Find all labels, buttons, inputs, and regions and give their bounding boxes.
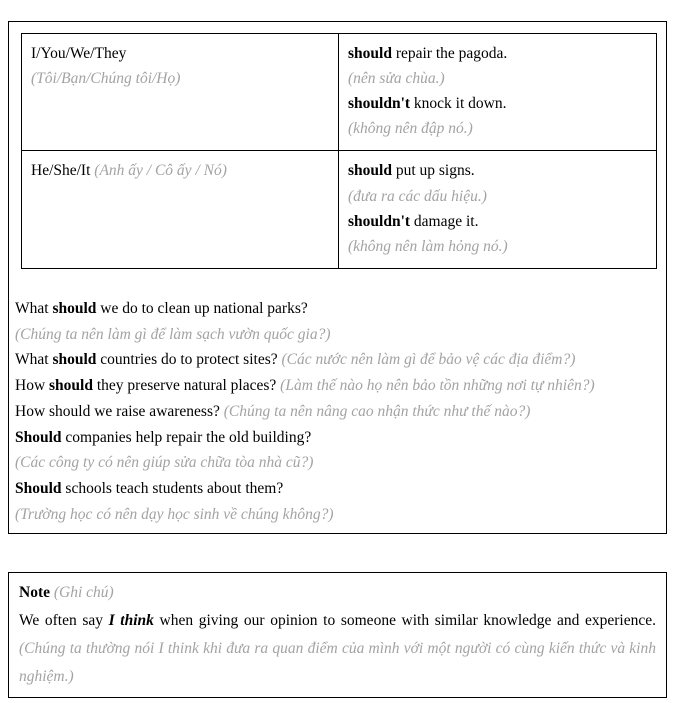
list-item — [15, 476, 665, 502]
list-item — [15, 296, 665, 322]
question-list — [15, 296, 665, 527]
question-translation: (Chúng ta nên nâng cao nhận thức như thế nào?) — [223, 402, 531, 420]
modal-should: should — [348, 162, 392, 180]
question-keyword: should — [49, 377, 93, 395]
predicate-negative — [348, 209, 647, 234]
list-item — [15, 373, 665, 399]
question-pre: What — [15, 351, 53, 369]
list-item — [15, 399, 665, 425]
predicate-negative — [348, 91, 647, 116]
note-body — [19, 607, 656, 692]
modal-shouldnt: shouldn't — [348, 212, 411, 230]
note-title-translation: (Ghi chú) — [53, 584, 114, 601]
predicate-negative-vietnamese: (không nên làm hỏng nó.) — [348, 237, 508, 255]
note-body-part1: We often say — [19, 612, 109, 630]
question-translation: (Các nước nên làm gì để bảo vệ các địa điểm?) — [281, 351, 576, 369]
predicate-cell-plural — [339, 34, 657, 151]
predicate-text: repair the pagoda. — [391, 45, 508, 62]
note-body-translation: (Chúng ta thường nói I think khi đưa ra quan điểm của mình với một người có cùng kiến thức và kinh nghiệm.) — [19, 640, 656, 686]
subject-english: He/She/It — [31, 162, 91, 180]
note-emphasis: I think — [108, 612, 154, 630]
question-post: countries do to protect sites? — [96, 351, 282, 369]
subject-cell-plural — [22, 34, 339, 151]
question-post: we do to clean up national parks? — [96, 300, 308, 317]
subject-vietnamese: (Anh ấy / Cô ấy / Nó) — [94, 162, 227, 180]
subject-cell-singular — [22, 151, 339, 268]
subject-english: I/You/We/They — [31, 45, 127, 62]
list-item-translation: (Trường học có nên dạy học sinh về chúng không?) — [15, 505, 334, 523]
predicate-affirmative-vietnamese: (nên sửa chùa.) — [348, 70, 445, 88]
note-heading — [19, 581, 656, 605]
note-section-box — [8, 572, 667, 698]
predicate-text: knock it down. — [410, 95, 507, 113]
list-item — [15, 347, 665, 373]
modal-shouldnt: shouldn't — [348, 95, 411, 113]
list-item-translation: (Các công ty có nên giúp sửa chữa tòa nhà cũ?) — [15, 454, 314, 472]
subject-vietnamese: (Tôi/Bạn/Chúng tôi/Họ) — [31, 70, 181, 88]
question-keyword: Should — [15, 428, 62, 446]
predicate-text: damage it. — [410, 212, 479, 230]
table-row — [22, 34, 657, 151]
predicate-cell-singular — [339, 151, 657, 268]
subject-line — [31, 158, 329, 183]
question-translation: (Làm thế nào họ nên bảo tồn những nơi tự nhiên?) — [280, 377, 595, 395]
predicate-text: put up signs. — [391, 162, 475, 180]
list-item — [15, 425, 665, 451]
question-pre: What — [15, 300, 53, 317]
question-keyword: Should — [15, 480, 62, 498]
note-body-part2: when giving our opinion to someone with similar knowledge and experience. — [153, 612, 657, 630]
predicate-negative-vietnamese: (không nên đập nó.) — [348, 120, 473, 138]
conjugation-table — [21, 33, 657, 269]
grammar-section-box — [8, 21, 667, 534]
question-post: they preserve natural places? — [92, 377, 281, 395]
question-keyword: should — [52, 351, 97, 369]
predicate-affirmative — [348, 158, 647, 183]
question-keyword: should — [52, 300, 97, 317]
predicate-affirmative — [348, 41, 647, 66]
modal-should: should — [348, 45, 392, 62]
list-item-translation: (Chúng ta nên làm gì để làm sạch vườn quốc gia?) — [15, 325, 331, 343]
question-post: companies help repair the old building? — [61, 428, 312, 446]
note-title: Note — [19, 584, 50, 601]
question-pre: How — [15, 377, 50, 395]
predicate-affirmative-vietnamese: (đưa ra các dấu hiệu.) — [348, 187, 487, 205]
question-post: schools teach students about them? — [61, 480, 284, 498]
question-pre: How should we raise awareness? — [15, 402, 224, 420]
table-row — [22, 151, 657, 268]
